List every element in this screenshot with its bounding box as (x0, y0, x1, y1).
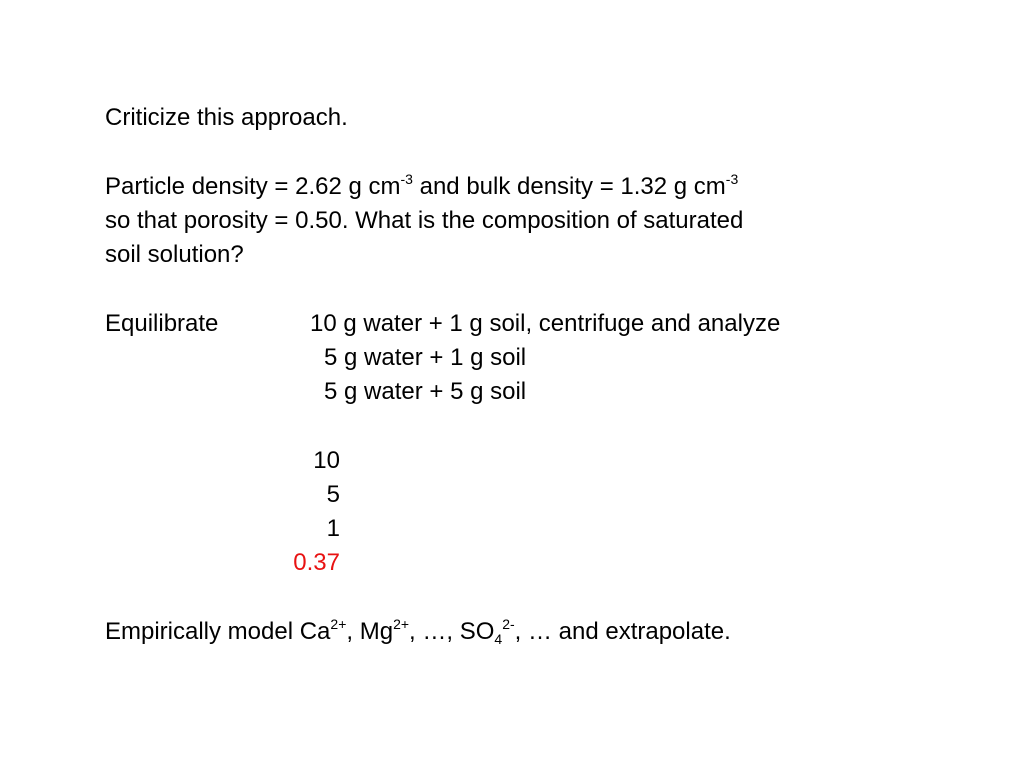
slide-heading: Criticize this approach. (105, 104, 348, 131)
conclusion-line (105, 618, 731, 646)
conclusion-text-b: , Mg (346, 618, 394, 645)
ratio-value: 5 (326, 481, 340, 508)
procedure-label: Equilibrate (105, 310, 219, 337)
problem-line-2: so that porosity = 0.50. What is the composition of saturated (105, 207, 744, 234)
bulk-density-text: and bulk density = 1.32 g cm (412, 173, 726, 200)
particle-density-exponent: -3 (400, 171, 413, 187)
so4-charge: 2- (502, 616, 515, 632)
problem-line-3: soil solution? (105, 241, 244, 268)
bulk-density-exponent: -3 (725, 171, 739, 187)
ratio-value: 1 (326, 515, 340, 542)
conclusion-text-c: , …, SO (409, 618, 495, 645)
conclusion-text-a: Empirically model Ca (105, 618, 331, 645)
ratio-value: 10 (313, 447, 340, 474)
conclusion-text-d: , … and extrapolate. (514, 618, 731, 645)
mg-charge: 2+ (393, 616, 410, 632)
so4-subscript: 4 (494, 631, 503, 647)
ratio-value-highlighted: 0.37 (293, 549, 340, 576)
procedure-step-2: 5 g water + 1 g soil (324, 344, 527, 371)
ca-charge: 2+ (330, 616, 347, 632)
procedure-step-1: 10 g water + 1 g soil, centrifuge and analyze (310, 310, 781, 337)
procedure-step-3: 5 g water + 5 g soil (324, 378, 527, 405)
particle-density-text: Particle density = 2.62 g cm (105, 173, 401, 200)
problem-line-1 (105, 173, 738, 201)
